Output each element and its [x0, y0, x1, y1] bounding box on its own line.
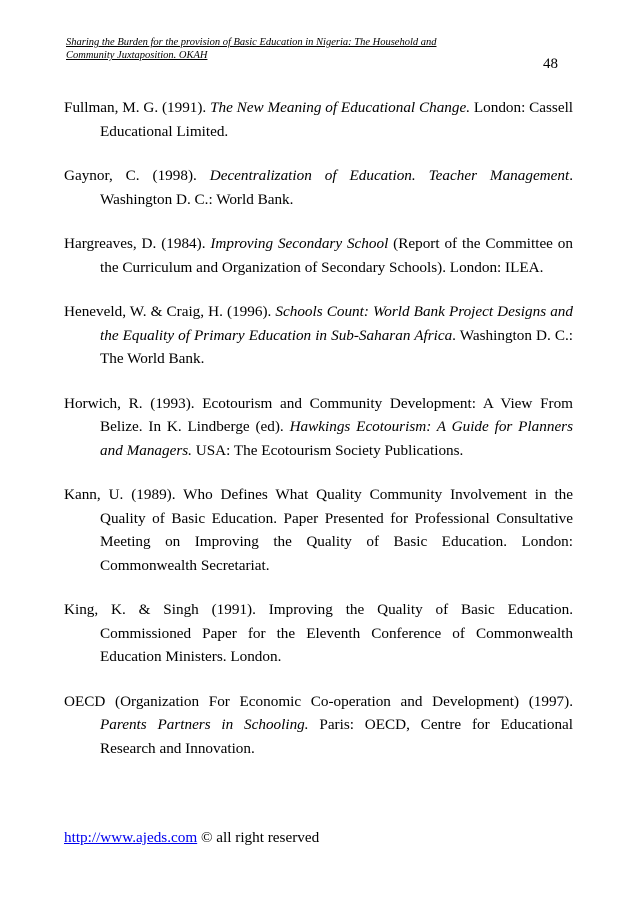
reference-entry [64, 690, 573, 761]
reference-list [64, 96, 573, 781]
running-head-line-2: Community Juxtaposition. OKAH [66, 50, 208, 61]
page-footer [64, 829, 319, 847]
reference-lead: Horwich, R. (1993). Ecotourism and Community Development: A View From Belize. In K. Lindberge (ed). [64, 394, 573, 435]
reference-tail: London: Cassell Educational Limited. [100, 99, 574, 140]
running-head [66, 36, 526, 62]
reference-tail: USA: The Ecotourism Society Publications. [191, 441, 464, 459]
reference-lead: Heneveld, W. & Craig, H. (1996). [64, 303, 276, 320]
reference-lead: OECD (Organization For Economic Co-operation and Development) (1997). [64, 692, 573, 710]
reference-title: Schools Count: World Bank Project Designs and the Equality of Primary Education in Sub-Saharan Africa [100, 303, 573, 344]
website-link[interactable]: http://www.ajeds.com [64, 829, 198, 846]
reference-entry [64, 96, 573, 143]
reference-title: The New Meaning of Educational Change. [210, 99, 471, 116]
reference-entry [64, 598, 573, 669]
reference-title: Hawkings Ecotourism: A Guide for Planners and Managers. [100, 418, 573, 459]
reference-title: Improving Secondary School [210, 235, 389, 252]
reference-tail: Paris: OECD, Centre for Educational Research and Innovation. [100, 716, 573, 757]
reference-entry [64, 392, 573, 463]
reference-entry [64, 232, 573, 279]
reference-lead: Kann, U. (1989). Who Defines What Quality Community Involvement in the Quality of Basic Education. Paper Presented for Professional Consultative Meeting on Improving the Quality of Basic Education. London: Commonwealth Secretariat. [64, 486, 573, 574]
reference-entry [64, 164, 573, 211]
reference-title: Decentralization of Education. Teacher Management [209, 167, 570, 184]
running-head-line-1: Sharing the Burden for the provision of Basic Education in Nigeria: The Household and [66, 37, 437, 48]
reference-lead: Hargreaves, D. (1984). [64, 235, 211, 252]
reference-tail: (Report of the Committee on the Curriculum and Organization of Secondary Schools). London: ILEA. [100, 235, 573, 276]
reference-tail: . Washington D. C.: The World Bank. [100, 326, 573, 367]
reference-lead: King, K. & Singh (1991). Improving the Quality of Basic Education. Commissioned Paper for the Eleventh Conference of Commonwealth Education Ministers. London. [64, 601, 573, 665]
reference-tail: . Washington D. C.: World Bank. [100, 167, 574, 208]
reference-lead: Fullman, M. G. (1991). [64, 99, 211, 116]
copyright-notice: © all right reserved [197, 829, 320, 846]
reference-lead: Gaynor, C. (1998). [64, 167, 210, 184]
page-number: 48 [543, 56, 558, 72]
reference-entry [64, 483, 573, 577]
reference-entry [64, 300, 573, 371]
reference-title: Parents Partners in Schooling. [100, 716, 309, 733]
